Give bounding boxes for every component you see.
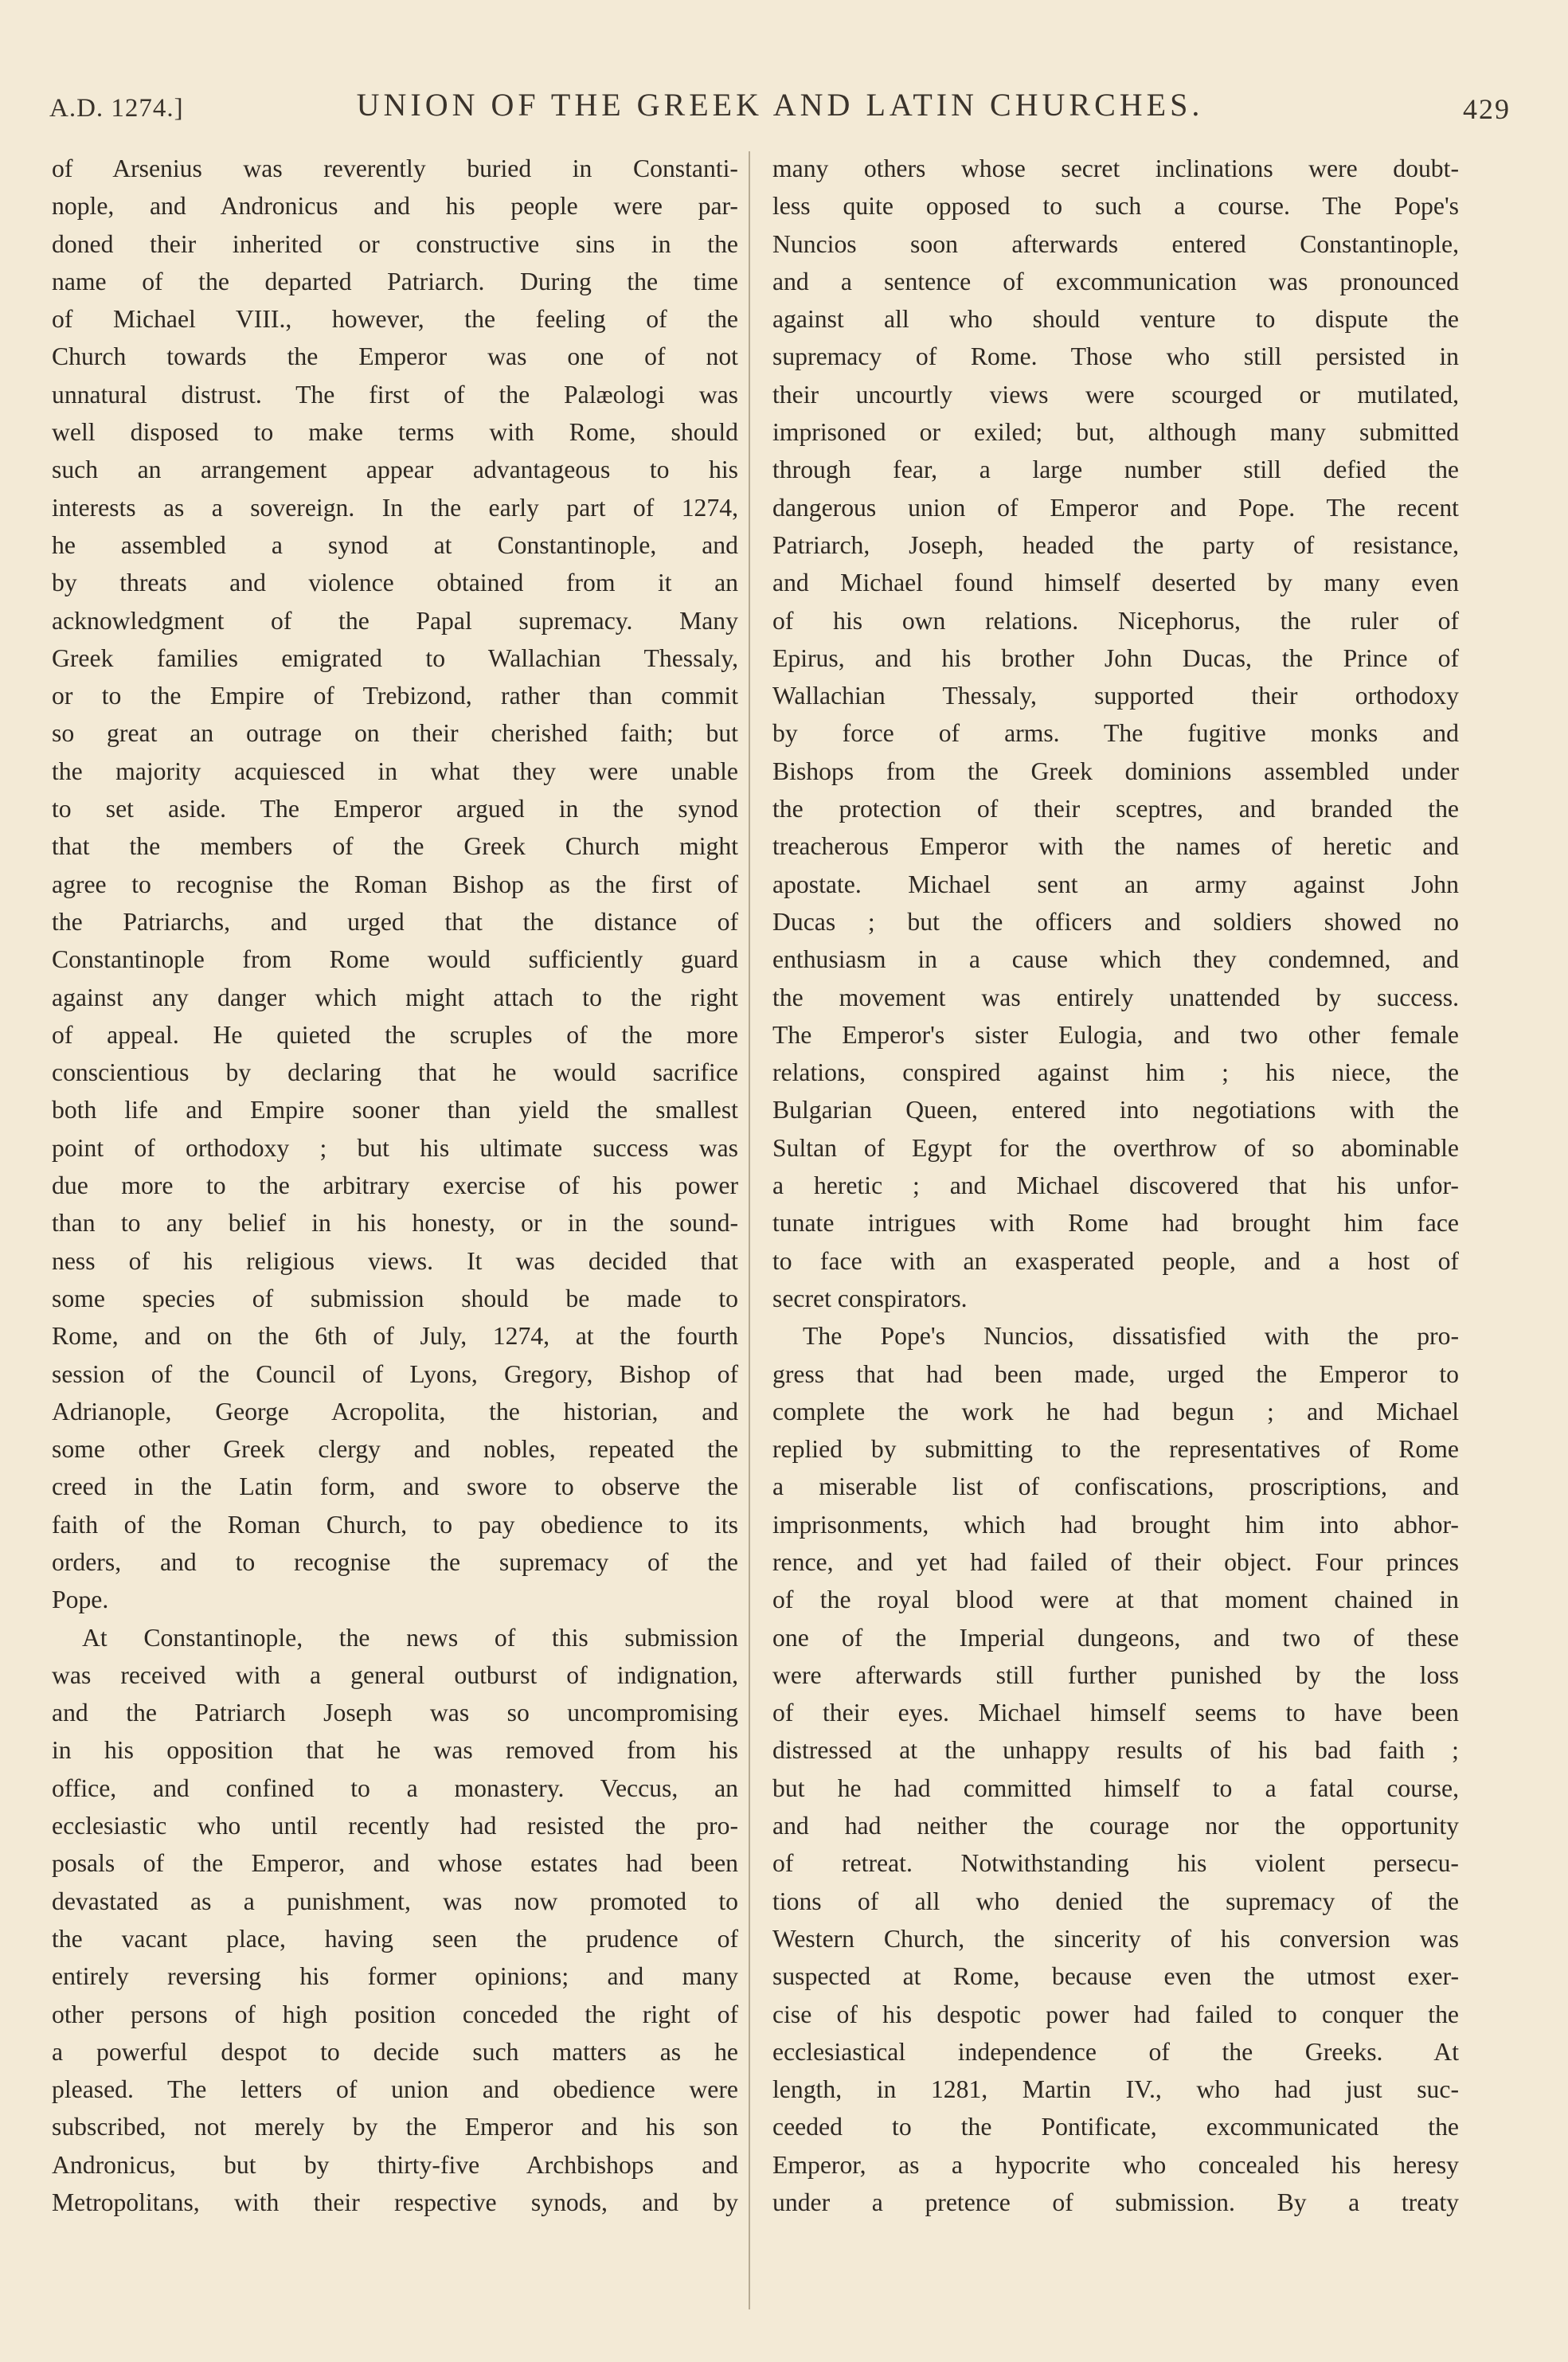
- text-line: cise of his despotic power had failed to conquer the: [772, 2000, 1459, 2028]
- text-line: against all who should venture to dispute the: [772, 305, 1459, 334]
- text-line: rence, and yet had failed of their object. Four princes: [772, 1547, 1459, 1576]
- text-line: tunate intrigues with Rome had brought him face: [772, 1209, 1459, 1238]
- text-line: Western Church, the sincerity of his conversion was: [772, 1924, 1459, 1953]
- text-line: in his opposition that he was removed from his: [52, 1736, 738, 1765]
- text-line: so great an outrage on their cherished faith; but: [52, 719, 738, 748]
- text-line: some species of submission should be made to: [52, 1284, 738, 1312]
- text-line: due more to the arbitrary exercise of his power: [52, 1171, 738, 1200]
- text-line: and Michael found himself deserted by many even: [772, 569, 1459, 597]
- text-line: ness of his religious views. It was decided that: [52, 1246, 738, 1275]
- text-line: and the Patriarch Joseph was so uncompromising: [52, 1699, 738, 1727]
- text-line: Emperor, as a hypocrite who concealed his heresy: [772, 2150, 1459, 2179]
- text-line: treacherous Emperor with the names of heretic and: [772, 832, 1459, 861]
- text-column-left: [52, 150, 738, 2221]
- text-line: suspected at Rome, because even the utmost exer-: [772, 1962, 1459, 1991]
- text-line: Wallachian Thessaly, supported their orthodoxy: [772, 682, 1459, 710]
- text-line: a powerful despot to decide such matters as he: [52, 2037, 738, 2066]
- text-line: complete the work he had begun ; and Michael: [772, 1397, 1459, 1425]
- text-column-right: [772, 150, 1459, 2221]
- text-line: one of the Imperial dungeons, and two of these: [772, 1623, 1459, 1652]
- text-line: other persons of high position conceded the right of: [52, 2000, 738, 2028]
- text-line: and a sentence of excommunication was pronounced: [772, 267, 1459, 295]
- text-line: the protection of their sceptres, and branded the: [772, 795, 1459, 823]
- text-line: or to the Empire of Trebizond, rather than commit: [52, 682, 738, 710]
- text-line: Pope.: [52, 1586, 109, 1614]
- text-line: dangerous union of Emperor and Pope. The recent: [772, 493, 1459, 522]
- text-line: Constantinople from Rome would sufficiently guard: [52, 945, 738, 974]
- text-line: many others whose secret inclinations were doubt-: [772, 154, 1459, 182]
- text-line: tions of all who denied the supremacy of the: [772, 1887, 1459, 1915]
- text-line: name of the departed Patriarch. During the time: [52, 267, 738, 295]
- text-line: the Patriarchs, and urged that the distance of: [52, 907, 738, 936]
- page-number: 429: [1463, 93, 1511, 125]
- text-line: session of the Council of Lyons, Gregory, Bishop of: [52, 1359, 738, 1388]
- header-title: UNION OF THE GREEK AND LATIN CHURCHES.: [356, 87, 1204, 123]
- text-line: unnatural distrust. The first of the Palæologi was: [52, 380, 738, 409]
- text-line: of Michael VIII., however, the feeling of the: [52, 305, 738, 334]
- text-line: nople, and Andronicus and his people were par-: [52, 192, 738, 221]
- text-line: relations, conspired against him ; his niece, the: [772, 1058, 1459, 1087]
- text-line: Church towards the Emperor was one of not: [52, 342, 738, 371]
- text-line: secret conspirators.: [772, 1284, 968, 1312]
- text-line: he assembled a synod at Constantinople, and: [52, 530, 738, 559]
- text-line: ecclesiastic who until recently had resisted the pro-: [52, 1812, 738, 1840]
- text-line: Rome, and on the 6th of July, 1274, at the fourth: [52, 1322, 738, 1351]
- text-line: entirely reversing his former opinions; and many: [52, 1962, 738, 1991]
- text-line: was received with a general outburst of indignation,: [52, 1660, 738, 1689]
- text-line: of his own relations. Nicephorus, the ruler of: [772, 606, 1459, 635]
- text-line: Sultan of Egypt for the overthrow of so abominable: [772, 1133, 1459, 1162]
- text-line: of the royal blood were at that moment chained in: [772, 1586, 1459, 1614]
- text-line: Epirus, and his brother John Ducas, the Prince of: [772, 643, 1459, 672]
- text-line: of retreat. Notwithstanding his violent persecu-: [772, 1849, 1459, 1878]
- text-line: gress that had been made, urged the Emperor to: [772, 1359, 1459, 1388]
- text-line: were afterwards still further punished by the loss: [772, 1660, 1459, 1689]
- text-line: by threats and violence obtained from it an: [52, 569, 738, 597]
- text-line: Patriarch, Joseph, headed the party of resistance,: [772, 530, 1459, 559]
- text-line: both life and Empire sooner than yield the smallest: [52, 1096, 738, 1124]
- text-line: subscribed, not merely by the Emperor and his son: [52, 2113, 738, 2141]
- text-line: than to any belief in his honesty, or in the sound-: [52, 1209, 738, 1238]
- text-line: replied by submitting to the representatives of Rome: [772, 1435, 1459, 1464]
- text-line: of Arsenius was reverently buried in Constanti-: [52, 154, 738, 182]
- text-line: Adrianople, George Acropolita, the historian, and: [52, 1397, 738, 1425]
- text-line: the movement was entirely unattended by success.: [772, 983, 1459, 1011]
- text-line: some other Greek clergy and nobles, repeated the: [52, 1435, 738, 1464]
- text-line: but he had committed himself to a fatal course,: [772, 1773, 1459, 1802]
- text-line: devastated as a punishment, was now promoted to: [52, 1887, 738, 1915]
- text-line: Greek families emigrated to Wallachian Thessaly,: [52, 643, 738, 672]
- running-header: [49, 86, 1511, 134]
- text-line: and had neither the courage nor the opportunity: [772, 1812, 1459, 1840]
- text-line: Bulgarian Queen, entered into negotiations with the: [772, 1096, 1459, 1124]
- text-line: of appeal. He quieted the scruples of the more: [52, 1020, 738, 1049]
- text-line: of their eyes. Michael himself seems to have been: [772, 1699, 1459, 1727]
- text-line: through fear, a large number still defied the: [772, 456, 1459, 484]
- text-line: to set aside. The Emperor argued in the synod: [52, 795, 738, 823]
- text-line: apostate. Michael sent an army against John: [772, 870, 1459, 898]
- text-line: The Pope's Nuncios, dissatisfied with the pro-: [803, 1322, 1459, 1351]
- text-line: under a pretence of submission. By a treaty: [772, 2188, 1459, 2217]
- text-line: length, in 1281, Martin IV., who had just suc-: [772, 2075, 1459, 2104]
- text-line: acknowledgment of the Papal supremacy. Many: [52, 606, 738, 635]
- text-line: Andronicus, but by thirty-five Archbishops and: [52, 2150, 738, 2179]
- text-line: conscientious by declaring that he would sacrifice: [52, 1058, 738, 1087]
- text-line: the vacant place, having seen the prudence of: [52, 1924, 738, 1953]
- text-line: interests as a sovereign. In the early part of 1274,: [52, 493, 738, 522]
- text-line: less quite opposed to such a course. The Pope's: [772, 192, 1459, 221]
- text-line: enthusiasm in a cause which they condemned, and: [772, 945, 1459, 974]
- text-line: pleased. The letters of union and obedience were: [52, 2075, 738, 2104]
- text-line: Ducas ; but the officers and soldiers showed no: [772, 907, 1459, 936]
- text-line: creed in the Latin form, and swore to observe the: [52, 1472, 738, 1501]
- text-line: Metropolitans, with their respective synods, and by: [52, 2188, 738, 2217]
- text-line: imprisoned or exiled; but, although many submitted: [772, 418, 1459, 447]
- header-date: A.D. 1274.]: [49, 94, 184, 123]
- text-line: doned their inherited or constructive sins in the: [52, 229, 738, 258]
- text-line: such an arrangement appear advantageous to his: [52, 456, 738, 484]
- text-line: Nuncios soon afterwards entered Constantinople,: [772, 229, 1459, 258]
- text-line: supremacy of Rome. Those who still persisted in: [772, 342, 1459, 371]
- text-line: a miserable list of confiscations, proscriptions, and: [772, 1472, 1459, 1501]
- text-line: office, and confined to a monastery. Veccus, an: [52, 1773, 738, 1802]
- text-line: the majority acquiesced in what they were unable: [52, 757, 738, 785]
- text-line: ecclesiastical independence of the Greeks. At: [772, 2037, 1459, 2066]
- text-line: orders, and to recognise the supremacy of the: [52, 1547, 738, 1576]
- text-line: against any danger which might attach to the right: [52, 983, 738, 1011]
- text-line: well disposed to make terms with Rome, should: [52, 418, 738, 447]
- text-line: to face with an exasperated people, and a host of: [772, 1246, 1459, 1275]
- text-line: posals of the Emperor, and whose estates had been: [52, 1849, 738, 1878]
- text-line: that the members of the Greek Church might: [52, 832, 738, 861]
- text-line: imprisonments, which had brought him into abhor-: [772, 1510, 1459, 1539]
- column-divider: [749, 151, 750, 2309]
- text-line: point of orthodoxy ; but his ultimate success was: [52, 1133, 738, 1162]
- text-line: by force of arms. The fugitive monks and: [772, 719, 1459, 748]
- text-line: The Emperor's sister Eulogia, and two other female: [772, 1020, 1459, 1049]
- text-line: At Constantinople, the news of this submission: [82, 1623, 738, 1652]
- text-line: ceeded to the Pontificate, excommunicated the: [772, 2113, 1459, 2141]
- text-line: their uncourtly views were scourged or mutilated,: [772, 380, 1459, 409]
- text-line: distressed at the unhappy results of his bad faith ;: [772, 1736, 1459, 1765]
- text-line: faith of the Roman Church, to pay obedience to its: [52, 1510, 738, 1539]
- text-line: a heretic ; and Michael discovered that his unfor-: [772, 1171, 1459, 1200]
- text-line: agree to recognise the Roman Bishop as the first of: [52, 870, 738, 898]
- text-line: Bishops from the Greek dominions assembled under: [772, 757, 1459, 785]
